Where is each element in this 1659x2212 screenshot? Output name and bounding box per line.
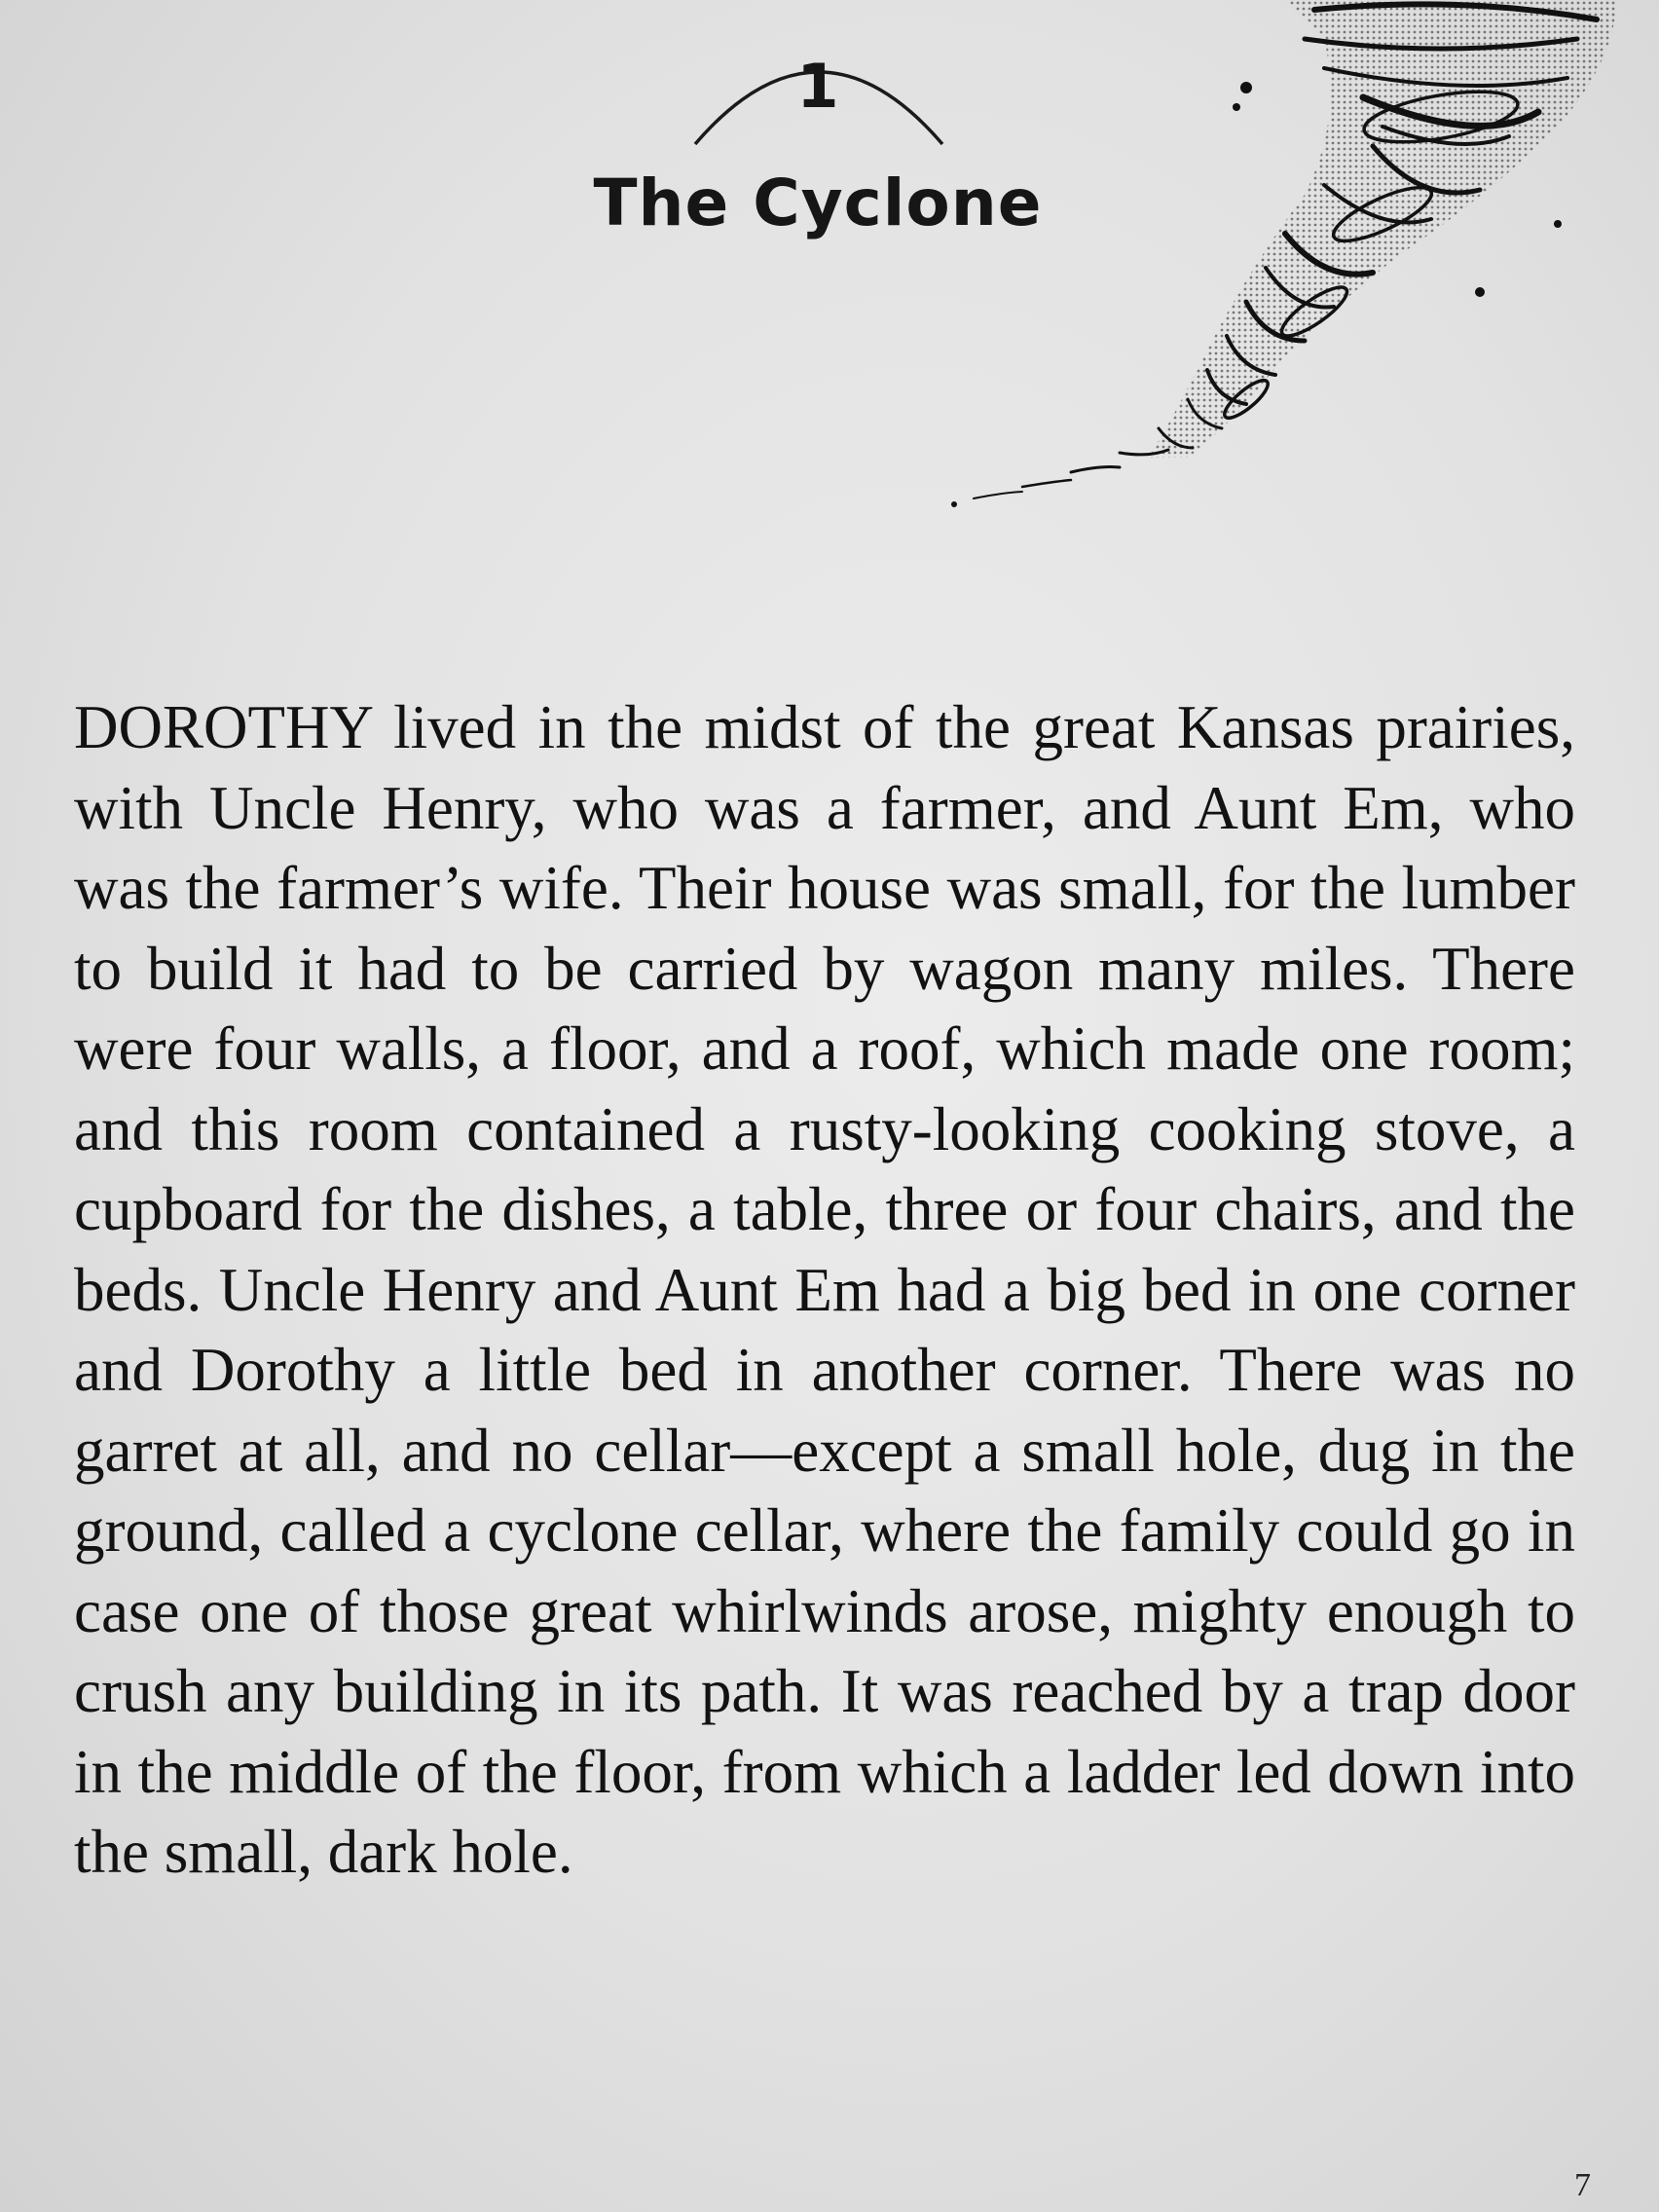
page-number: 7 xyxy=(1574,2167,1591,2203)
tornado-icon xyxy=(857,0,1659,545)
chapter-title: The Cyclone xyxy=(593,166,1043,240)
body-paragraph: DOROTHY lived in the midst of the great Kansas prairies, with Uncle Henry, who was a farmer, and Aunt Em, who was the farmer’s wife. Their house was small, for the lumber to build it had to be carried by wagon many miles. There were four walls, a floor, and a roof, which made one room; and this room contained a rusty-looking cooking stove, a cupboard for the dishes, a table, three or four chairs, and the beds. Uncle Henry and Aunt Em had a big bed in one corner and Dorothy a little bed in another corner. There was no garret at all, and no cellar—except a small hole, dug in the ground, called a cyclone cellar, where the family could go in case one of those great whirlwinds arose, mighty enough to crush any building in its path. It was reached by a trap door in the middle of the floor, from which a ladder led down into the small, dark hole. xyxy=(74,693,1575,1886)
chapter-number: 1 xyxy=(796,51,839,122)
